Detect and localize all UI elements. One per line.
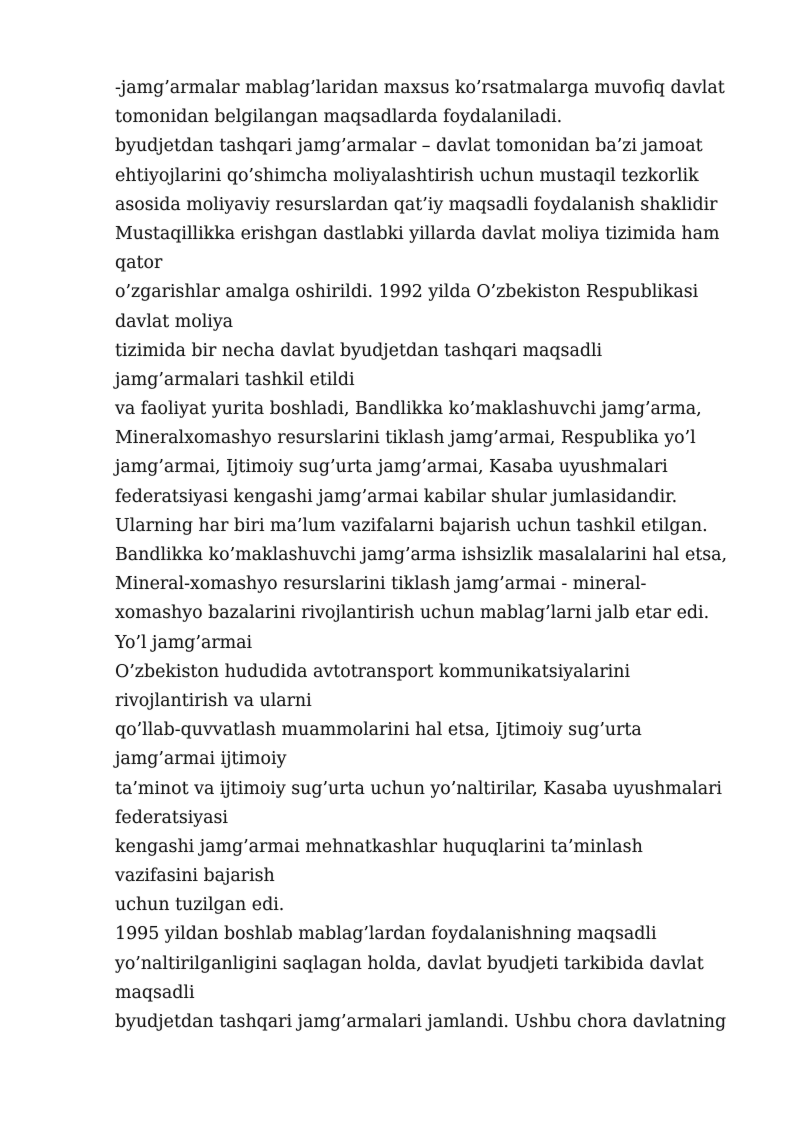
text-line: tizimida bir necha davlat byudjetdan tashqari maqsadli bbox=[115, 340, 603, 361]
text-line: Bandlikka ko’maklashuvchi jamg’arma ishsizlik masalalarini hal etsa, bbox=[115, 545, 728, 565]
text-line: kengashi jamg’armai mehnatkashlar huquqlarini ta’minlash bbox=[115, 836, 643, 857]
text-line: federatsiyasi bbox=[115, 807, 228, 828]
text-line: yo’naltirilganligini saqlagan holda, davlat byudjeti tarkibida davlat bbox=[115, 953, 704, 974]
text-line: xomashyo bazalarini rivojlantirish uchun mablag’larni jalb etar edi. bbox=[115, 603, 710, 624]
text-line: 1995 yildan boshlab mablag’lardan foydalanishning maqsadli bbox=[115, 924, 657, 945]
text-line: jamg’armai, Ijtimoiy sug’urta jamg’armai, Kasaba uyushmalari bbox=[115, 457, 668, 478]
text-line: o’zgarishlar amalga oshirildi. 1992 yilda O’zbekiston Respublikasi bbox=[115, 282, 699, 303]
text-line: jamg’armalari tashkil etildi bbox=[115, 369, 355, 390]
text-line: qator bbox=[115, 253, 163, 274]
text-line: byudjetdan tashqari jamg’armalar – davlat tomonidan ba’zi jamoat bbox=[115, 136, 703, 157]
text-line: qo’llab-quvvatlash muammolarini hal etsa, Ijtimoiy sug’urta bbox=[115, 720, 642, 741]
text-line: uchun tuzilgan edi. bbox=[115, 895, 285, 916]
text-line: byudjetdan tashqari jamg’armalari jamlandi. Ushbu chora davlatning bbox=[115, 1012, 727, 1032]
document-body bbox=[115, 74, 755, 1037]
text-line: Mineralxomashyo resurslarini tiklash jamg’armai, Respublika yo’l bbox=[115, 428, 696, 449]
text-line: federatsiyasi kengashi jamg’armai kabilar shular jumlasidandir. bbox=[115, 486, 678, 507]
text-line: Yo’l jamg’armai bbox=[115, 632, 253, 653]
text-line: ta’minot va ijtimoiy sug’urta uchun yo’naltirilar, Kasaba uyushmalari bbox=[115, 778, 722, 799]
text-line: -jamg’armalar mablag’laridan maxsus ko’rsatmalarga muvofiq davlat bbox=[115, 78, 725, 98]
text-line: davlat moliya bbox=[115, 311, 234, 332]
text-line: asosida moliyaviy resurslardan qat’iy maqsadli foydalanish shaklidir bbox=[115, 194, 718, 215]
text-line: Ularning har biri ma’lum vazifalarni bajarish uchun tashkil etilgan. bbox=[115, 515, 708, 536]
text-line: Mineral-xomashyo resurslarini tiklash jamg’armai - mineral- bbox=[115, 574, 647, 595]
text-line: rivojlantirish va ularni bbox=[115, 690, 312, 711]
text-line: Mustaqillikka erishgan dastlabki yillarda davlat moliya tizimida ham bbox=[115, 223, 720, 244]
text-line: O’zbekiston hududida avtotransport kommunikatsiyalarini bbox=[115, 661, 631, 682]
text-line: tomonidan belgilangan maqsadlarda foydalaniladi. bbox=[115, 107, 563, 128]
text-line: vazifasini bajarish bbox=[115, 866, 275, 887]
text-line: jamg’armai ijtimoiy bbox=[115, 749, 287, 770]
text-line: va faoliyat yurita boshladi, Bandlikka ko’maklashuvchi jamg’arma, bbox=[115, 399, 702, 420]
text-line: ehtiyojlarini qo’shimcha moliyalashtirish uchun mustaqil tezkorlik bbox=[115, 165, 699, 186]
text-line: maqsadli bbox=[115, 982, 195, 1003]
